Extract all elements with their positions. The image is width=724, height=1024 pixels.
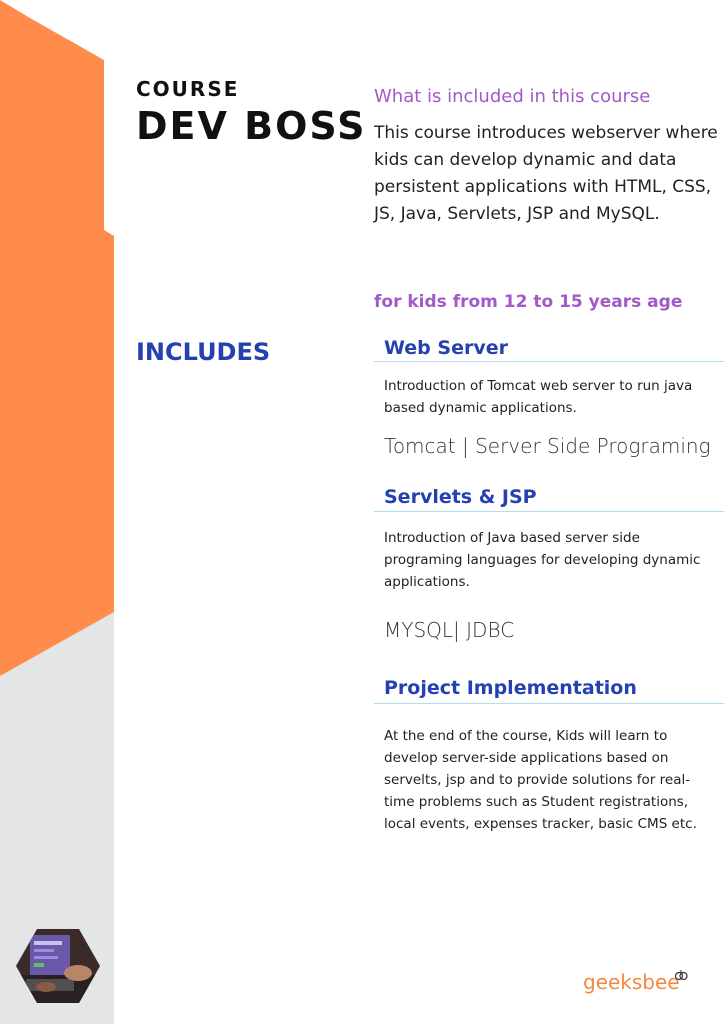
section-title-web-server: Web Server (384, 337, 508, 359)
section-divider (374, 361, 724, 362)
included-heading: What is included in this course (374, 86, 651, 107)
geeksbee-logo: geeksbee (583, 970, 680, 994)
section-tags-servlets-jsp: MYSQL| JDBC (384, 618, 515, 642)
bee-icon (674, 969, 688, 983)
orange-side-panel (0, 0, 114, 676)
section-description-servlets-jsp: Introduction of Java based server side programing languages for developing dynamic applications. (384, 530, 701, 590)
section-title-project-implementation: Project Implementation (384, 677, 637, 699)
course-label: COURSE (136, 77, 240, 101)
section-description-web-server: Introduction of Tomcat web server to run java based dynamic applications. (384, 378, 693, 416)
audience-text: for kids from 12 to 15 years age (374, 292, 683, 312)
course-title: DEV BOSS (136, 104, 367, 148)
section-tags-web-server: Tomcat | Server Side Programing (384, 434, 711, 458)
section-divider (374, 511, 724, 512)
section-title-servlets-jsp: Servlets & JSP (384, 486, 537, 508)
hexagon-photo (16, 929, 100, 1003)
section-description-project-implementation: At the end of the course, Kids will learn to develop server-side applications based on servelts, jsp and to provide solutions for real-time problems such as Student registrations, local events, expenses tracker, basic CMS etc. (384, 728, 697, 832)
section-divider (374, 703, 724, 704)
intro-text: This course introduces webserver where kids can develop dynamic and data persistent applications with HTML, CSS, JS, Java, Servlets, JSP and MySQL. (374, 123, 718, 224)
includes-label: INCLUDES (136, 338, 271, 366)
